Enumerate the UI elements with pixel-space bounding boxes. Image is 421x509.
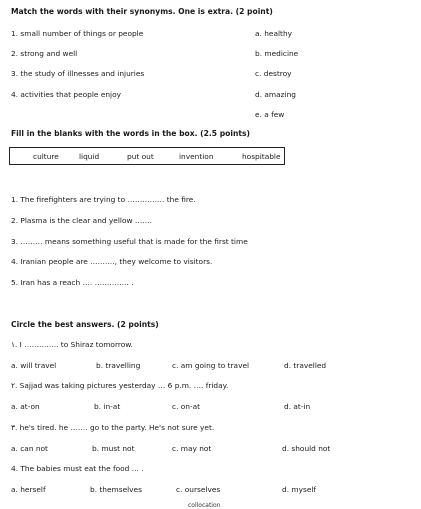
box-word-liquid: liquid bbox=[79, 152, 100, 161]
question-1-stem: ۱. I ………….. to Shiraz tomorrow. bbox=[11, 340, 133, 349]
fill-item-5: 5. Iran has a reach …. ………….. . bbox=[11, 278, 134, 287]
question-4-option-b: b. themselves bbox=[90, 485, 142, 494]
section2-heading: Fill in the blanks with the words in the box. (2.5 points) bbox=[11, 129, 251, 138]
word-box bbox=[9, 147, 285, 165]
fill-item-2: 2. Plasma is the clear and yellow ……. bbox=[11, 216, 153, 225]
fill-item-3: 3. ……… means something useful that is made for the first time bbox=[11, 237, 248, 246]
box-word-put-out: put out bbox=[127, 152, 154, 161]
question-4-option-d: d. myself bbox=[282, 485, 317, 494]
box-word-culture: culture bbox=[33, 152, 59, 161]
section3-heading: Circle the best answers. (2 points) bbox=[11, 320, 159, 329]
question-3-stem: ۳. he's tired. he ……. go to the party. He's not sure yet. bbox=[11, 423, 215, 432]
match-item-3: 3. the study of illnesses and injuries bbox=[11, 69, 145, 78]
match-item-2: 2. strong and well bbox=[11, 49, 78, 58]
question-4-option-a: a. herself bbox=[11, 485, 46, 494]
fill-item-4: 4. Iranian people are ………., they welcome to visitors. bbox=[11, 257, 213, 266]
question-1-option-c: c. am going to travel bbox=[172, 361, 250, 370]
match-option-d: d. amazing bbox=[255, 90, 296, 99]
match-item-1: 1. small number of things or people bbox=[11, 29, 144, 38]
match-option-e: e. a few bbox=[255, 110, 285, 119]
question-4-option-c: c. ourselves bbox=[176, 485, 221, 494]
question-2-stem: ۲. Sajjad was taking pictures yesterday … 6 p.m. …. friday. bbox=[11, 381, 229, 390]
question-1-option-d: d. travelled bbox=[284, 361, 327, 370]
question-2-option-d: d. at-in bbox=[284, 402, 311, 411]
box-word-hospitable: hospitable bbox=[242, 152, 281, 161]
question-3-option-d: d. should not bbox=[282, 444, 331, 453]
match-item-4: 4. activities that people enjoy bbox=[11, 90, 122, 99]
question-2-option-c: c. on-at bbox=[172, 402, 201, 411]
question-3-option-a: a. can not bbox=[11, 444, 48, 453]
match-option-a: a. healthy bbox=[255, 29, 292, 38]
fill-item-1: 1. The firefighters are trying to …………… the fire. bbox=[11, 195, 196, 204]
box-word-invention: invention bbox=[179, 152, 214, 161]
cut-off-footer-text: collocation bbox=[188, 502, 221, 509]
question-3-option-c: c. may not bbox=[172, 444, 212, 453]
match-option-b: b. medicine bbox=[255, 49, 299, 58]
question-1-option-a: a. will travel bbox=[11, 361, 57, 370]
question-2-option-b: b. in-at bbox=[94, 402, 121, 411]
question-2-option-a: a. at-on bbox=[11, 402, 40, 411]
question-1-option-b: b. travelling bbox=[96, 361, 141, 370]
question-4-stem: 4. The babies must eat the food … . bbox=[11, 464, 144, 473]
question-3-option-b: b. must not bbox=[92, 444, 135, 453]
section1-heading: Match the words with their synonyms. One is extra. (2 point) bbox=[11, 7, 273, 16]
match-option-c: c. destroy bbox=[255, 69, 292, 78]
